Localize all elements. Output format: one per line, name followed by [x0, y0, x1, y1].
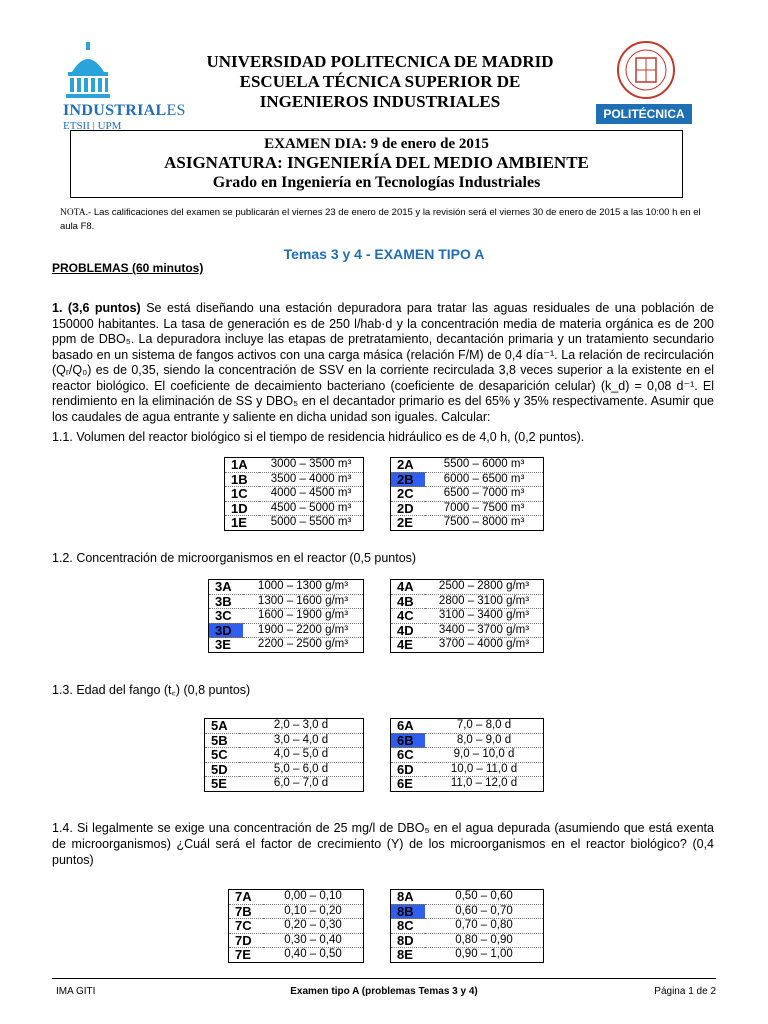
- answer-option-code: 7A: [229, 890, 264, 905]
- answer-option-range: 5000 – 5500 m³: [259, 516, 364, 531]
- answer-option-row: [209, 623, 364, 638]
- answer-option-code: 8A: [391, 890, 426, 905]
- answer-option-row: [229, 890, 364, 905]
- answer-option-code: 7D: [229, 933, 264, 948]
- answer-option-range: 5,0 – 6,0 d: [239, 762, 364, 777]
- answer-option-range: 1900 – 2200 g/m³: [243, 623, 364, 638]
- answer-option-code: 6B: [391, 733, 426, 748]
- answer-table-4-left: [228, 889, 364, 963]
- answer-option-range: 3700 – 4000 g/m³: [425, 638, 544, 653]
- answer-option-range: 0,90 – 1,00: [425, 948, 544, 963]
- question-1-2: 1.2. Concentración de microorganismos en el reactor (0,5 puntos): [52, 551, 417, 565]
- answer-option-code: 6A: [391, 719, 426, 734]
- answer-option-row: [391, 458, 544, 473]
- answer-option-row: [391, 733, 544, 748]
- exam-subject: ASIGNATURA: INGENIERÍA DEL MEDIO AMBIENTE: [164, 153, 589, 172]
- answer-table-1-right: [390, 457, 544, 531]
- answer-option-range: 1000 – 1300 g/m³: [243, 580, 364, 595]
- answer-option-range: 0,70 – 0,80: [425, 919, 544, 934]
- answer-option-row: [229, 904, 364, 919]
- answer-option-range: 8,0 – 9,0 d: [425, 733, 544, 748]
- answer-option-range: 7,0 – 8,0 d: [425, 719, 544, 734]
- answer-option-code: 5A: [205, 719, 240, 734]
- answer-option-row: [205, 762, 364, 777]
- industriales-sub: ETSII | UPM: [63, 120, 122, 132]
- answer-option-row: [391, 777, 544, 792]
- answer-option-code: 5B: [205, 733, 240, 748]
- footer-rule: [52, 978, 716, 979]
- answer-option-range: 0,50 – 0,60: [425, 890, 544, 905]
- answer-option-range: 2800 – 3100 g/m³: [425, 594, 544, 609]
- answer-option-range: 3500 – 4000 m³: [259, 472, 364, 487]
- answer-option-code: 2D: [391, 501, 426, 516]
- footer-right: Página 1 de 2: [654, 986, 716, 997]
- answer-option-row: [229, 919, 364, 934]
- answer-option-code: 7C: [229, 919, 264, 934]
- answer-option-row: [391, 948, 544, 963]
- answer-option-row: [391, 516, 544, 531]
- exam-degree: Grado en Ingeniería en Tecnologías Industriales: [212, 174, 541, 191]
- answer-option-row: [225, 516, 364, 531]
- answer-option-range: 2,0 – 3,0 d: [239, 719, 364, 734]
- seal-icon: [616, 40, 676, 100]
- answer-option-row: [391, 919, 544, 934]
- answer-option-row: [391, 580, 544, 595]
- problemas-heading: PROBLEMAS (60 minutos): [52, 261, 204, 275]
- answer-option-row: [205, 733, 364, 748]
- answer-option-row: [209, 594, 364, 609]
- answer-table-2-left: [208, 579, 364, 653]
- answer-option-range: 6500 – 7000 m³: [425, 487, 544, 502]
- answer-option-code: 5D: [205, 762, 240, 777]
- answer-option-range: 6000 – 6500 m³: [425, 472, 544, 487]
- answer-option-range: 0,40 – 0,50: [263, 948, 364, 963]
- problem-1-statement: [52, 301, 714, 425]
- answer-option-range: 7500 – 8000 m³: [425, 516, 544, 531]
- note-text: Las calificaciones del examen se publicarán el viernes 23 de enero de 2015 y la revisión será el viernes 30 de enero de 2015 a las 10:00 h en el aula F8.: [60, 207, 701, 232]
- answer-option-code: 5C: [205, 748, 240, 763]
- answer-option-range: 2500 – 2800 g/m³: [425, 580, 544, 595]
- answer-option-range: 10,0 – 11,0 d: [425, 762, 544, 777]
- answer-option-range: 0,20 – 0,30: [263, 919, 364, 934]
- answer-option-row: [391, 638, 544, 653]
- answer-option-row: [391, 472, 544, 487]
- answer-option-range: 0,10 – 0,20: [263, 904, 364, 919]
- answer-option-range: 11,0 – 12,0 d: [425, 777, 544, 792]
- answer-option-range: 0,00 – 0,10: [263, 890, 364, 905]
- answer-option-code: 1B: [225, 472, 260, 487]
- answer-option-code: 2A: [391, 458, 426, 473]
- answer-option-range: 2200 – 2500 g/m³: [243, 638, 364, 653]
- answer-option-row: [391, 904, 544, 919]
- answer-option-row: [209, 580, 364, 595]
- answer-option-row: [225, 458, 364, 473]
- answer-option-code: 8E: [391, 948, 426, 963]
- answer-option-range: 1300 – 1600 g/m³: [243, 594, 364, 609]
- answer-option-range: 1600 – 1900 g/m³: [243, 609, 364, 624]
- footer-center: Examen tipo A (problemas Temas 3 y 4): [290, 986, 478, 997]
- answer-option-row: [391, 623, 544, 638]
- answer-option-code: 3C: [209, 609, 244, 624]
- industriales-name: INDUSTRIALES: [63, 102, 186, 119]
- answer-option-code: 7E: [229, 948, 264, 963]
- answer-option-code: 7B: [229, 904, 264, 919]
- answer-option-row: [391, 487, 544, 502]
- answer-option-code: 6D: [391, 762, 426, 777]
- industriales-logo: [50, 42, 186, 134]
- answer-option-code: 4B: [391, 594, 426, 609]
- answer-option-code: 4D: [391, 623, 426, 638]
- answer-option-range: 3100 – 3400 g/m³: [425, 609, 544, 624]
- answer-table-3-right: [390, 718, 544, 792]
- answer-option-row: [209, 638, 364, 653]
- answer-option-code: 1C: [225, 487, 260, 502]
- answer-option-code: 8C: [391, 919, 426, 934]
- answer-option-range: 4500 – 5000 m³: [259, 501, 364, 516]
- answer-option-range: 6,0 – 7,0 d: [239, 777, 364, 792]
- answer-option-row: [391, 890, 544, 905]
- problem-1-number: 1. (3,6 puntos): [52, 301, 141, 315]
- answer-option-row: [391, 594, 544, 609]
- answer-option-code: 1A: [225, 458, 260, 473]
- answer-option-row: [391, 719, 544, 734]
- question-1-4: 1.4. Si legalmente se exige una concentración de 25 mg/l de DBO₅ en el agua depurada (asumiendo que está exenta de microorganismos) ¿Cuál será el factor de crecimiento (Y) de los microorganismos en el reactor biológico? (0,4 puntos): [52, 821, 714, 867]
- footer-left: IMA GITI: [56, 986, 96, 997]
- temas-title: Temas 3 y 4 - EXAMEN TIPO A: [283, 246, 485, 262]
- answer-option-row: [205, 719, 364, 734]
- answer-option-code: 4A: [391, 580, 426, 595]
- dome-icon: [50, 42, 130, 102]
- answer-option-code: 2B: [391, 472, 426, 487]
- answer-option-row: [205, 777, 364, 792]
- answer-option-code: 3B: [209, 594, 244, 609]
- answer-option-row: [391, 933, 544, 948]
- answer-table-3-left: [204, 718, 364, 792]
- answer-option-code: 3A: [209, 580, 244, 595]
- answer-option-range: 7000 – 7500 m³: [425, 501, 544, 516]
- answer-option-range: 3000 – 3500 m³: [259, 458, 364, 473]
- answer-option-code: 3E: [209, 638, 244, 653]
- answer-option-row: [209, 609, 364, 624]
- answer-option-range: 9,0 – 10,0 d: [425, 748, 544, 763]
- answer-option-code: 1D: [225, 501, 260, 516]
- question-1-1: 1.1. Volumen del reactor biológico si el tiempo de residencia hidráulico es de 4,0 h, (0,2 puntos).: [52, 430, 585, 444]
- answer-option-code: 5E: [205, 777, 240, 792]
- answer-option-range: 0,30 – 0,40: [263, 933, 364, 948]
- answer-option-row: [229, 933, 364, 948]
- answer-option-range: 5500 – 6000 m³: [425, 458, 544, 473]
- exam-date: EXAMEN DIA: 9 de enero de 2015: [264, 136, 489, 152]
- answer-option-range: 3400 – 3700 g/m³: [425, 623, 544, 638]
- answer-option-row: [391, 609, 544, 624]
- problem-1-text: Se está diseñando una estación depuradora para tratar las aguas residuales de una población de 150000 habitantes. La tasa de generación es de 250 l/hab·d y la concentración media de materia orgánica es de 200 ppm de DBO₅. La depuradora incluye las etapas de pretratamiento, decantación primaria y un tratamiento secundario basado en un sistema de fangos activos con una carga másica (relación F/M) de 0,4 día⁻¹. La relación de recirculación (Qᵣ/Q₀) es de 0,35, siendo la concentración de SSV en la corriente recirculada 3,8 veces superior a la existente en el reactor biológico. El coeficiente de decaimiento bacteriano (coeficiente de desaparición celular) (k_d) = 0,08 d⁻¹. El rendimiento en la eliminación de SS y DBO₅ en el decantador primario es del 65% y 35% respectivamente. Asumir que los caudales de agua entrante y saliente en dicha unidad son iguales. Calcular:: [52, 301, 714, 424]
- answer-option-row: [391, 748, 544, 763]
- question-1-3: 1.3. Edad del fango (t꜀) (0,8 puntos): [52, 683, 251, 697]
- answer-table-4-right: [390, 889, 544, 963]
- answer-option-row: [391, 762, 544, 777]
- answer-option-row: [391, 501, 544, 516]
- note: [60, 206, 720, 233]
- answer-option-code: 4C: [391, 609, 426, 624]
- answer-option-code: 3D: [209, 623, 244, 638]
- answer-table-1-left: [224, 457, 364, 531]
- answer-option-range: 4000 – 4500 m³: [259, 487, 364, 502]
- answer-option-code: 2E: [391, 516, 426, 531]
- university-heading: UNIVERSIDAD POLITECNICA DE MADRID ESCUELA TÉCNICA SUPERIOR DE INGENIEROS INDUSTRIALES: [206, 52, 554, 111]
- politecnica-logo: [596, 40, 696, 130]
- answer-table-2-right: [390, 579, 544, 653]
- exam-info-box: [70, 130, 683, 198]
- answer-option-code: 6C: [391, 748, 426, 763]
- answer-option-code: 8B: [391, 904, 426, 919]
- answer-option-code: 6E: [391, 777, 426, 792]
- answer-option-range: 4,0 – 5,0 d: [239, 748, 364, 763]
- note-label: NOTA.-: [60, 208, 92, 218]
- answer-option-code: 8D: [391, 933, 426, 948]
- answer-option-row: [225, 487, 364, 502]
- answer-option-code: 2C: [391, 487, 426, 502]
- answer-option-code: 1E: [225, 516, 260, 531]
- answer-option-range: 0,60 – 0,70: [425, 904, 544, 919]
- answer-option-row: [225, 501, 364, 516]
- answer-option-row: [229, 948, 364, 963]
- answer-option-row: [225, 472, 364, 487]
- answer-option-row: [205, 748, 364, 763]
- politecnica-label: POLITÉCNICA: [596, 104, 692, 124]
- answer-option-code: 4E: [391, 638, 426, 653]
- answer-option-range: 3,0 – 4,0 d: [239, 733, 364, 748]
- answer-option-range: 0,80 – 0,90: [425, 933, 544, 948]
